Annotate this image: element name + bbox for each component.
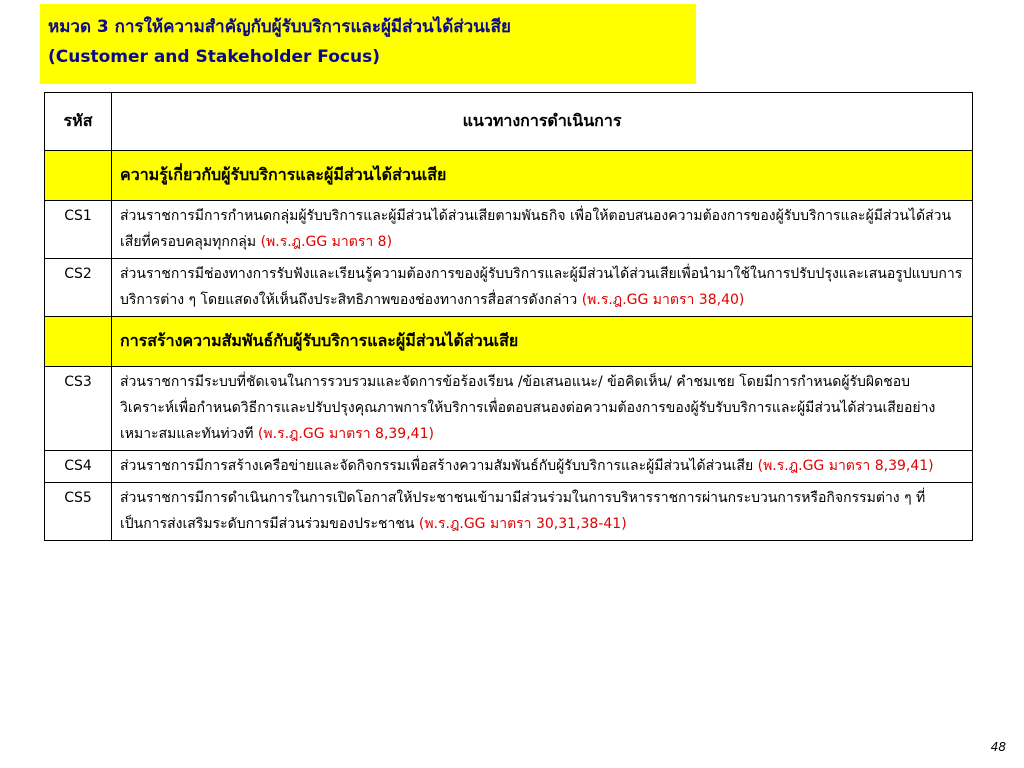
table-row [45, 259, 973, 317]
table-row [45, 483, 973, 541]
table-header-row [45, 93, 973, 151]
row-code: CS1 [45, 201, 112, 259]
row-code: CS2 [45, 259, 112, 317]
row-description [112, 367, 973, 451]
row-text: ส่วนราชการมีช่องทางการรับฟังและเรียนรู้ความต้องการของผู้รับบริการและผู้มีส่วนได้ส่วนเสียเพื่อนำมาใช้ในการปรับปรุงและเสนอรูปแบบการบริการต่าง ๆ โดยแสดงให้เห็นถึงประสิทธิภาพของช่องทางการสื่อสารดังกล่าว [120, 266, 963, 308]
row-reference: (พ.ร.ฎ.GG มาตรา 8) [260, 234, 393, 250]
table-row [45, 201, 973, 259]
section-title-line1: หมวด 3 การให้ความสำคัญกับผู้รับบริการและผู้มีส่วนได้ส่วนเสีย [48, 17, 511, 37]
row-reference: (พ.ร.ฎ.GG มาตรา 30,31,38-41) [418, 516, 627, 532]
page-number: 48 [990, 740, 1006, 754]
section-title: ความรู้เกี่ยวกับผู้รับบริการและผู้มีส่วนได้ส่วนเสีย [112, 151, 973, 201]
header-description: แนวทางการดำเนินการ [112, 93, 973, 151]
section-row [45, 317, 973, 367]
section-code-cell [45, 151, 112, 201]
header-code: รหัส [45, 93, 112, 151]
table-row [45, 367, 973, 451]
section-row [45, 151, 973, 201]
row-description [112, 201, 973, 259]
section-title-line2: (Customer and Stakeholder Focus) [48, 47, 380, 67]
section-title-box [40, 4, 696, 84]
guidelines-table [44, 92, 973, 541]
row-reference: (พ.ร.ฎ.GG มาตรา 8,39,41) [757, 458, 934, 474]
row-code: CS3 [45, 367, 112, 451]
table-row [45, 451, 973, 483]
row-description [112, 483, 973, 541]
row-code: CS4 [45, 451, 112, 483]
section-code-cell [45, 317, 112, 367]
row-code: CS5 [45, 483, 112, 541]
row-text: ส่วนราชการมีระบบที่ชัดเจนในการรวบรวมและจัดการข้อร้องเรียน /ข้อเสนอแนะ/ ข้อคิดเห็น/ คำชมเชย โดยมีการกำหนดผู้รับผิดชอบ วิเคราะห์เพื่อกำหนดวิธีการและปรับปรุงคุณภาพการให้บริการเพื่อตอบสนองต่อความต้องการของผู้รับรับบริการและผู้มีส่วนได้ส่วนเสียอย่างเหมาะสมและทันท่วงที [120, 374, 936, 442]
section-title: การสร้างความสัมพันธ์กับผู้รับบริการและผู้มีส่วนได้ส่วนเสีย [112, 317, 973, 367]
row-text: ส่วนราชการมีการดำเนินการในการเปิดโอกาสให้ประชาชนเข้ามามีส่วนร่วมในการบริหารราชการผ่านกระบวนการหรือกิจกรรมต่าง ๆ ที่เป็นการส่งเสริมระดับการมีส่วนร่วมของประชาชน [120, 490, 926, 532]
row-description [112, 259, 973, 317]
row-reference: (พ.ร.ฎ.GG มาตรา 8,39,41) [257, 426, 434, 442]
row-text: ส่วนราชการมีการสร้างเครือข่ายและจัดกิจกรรมเพื่อสร้างความสัมพันธ์กับผู้รับบริการและผู้มีส่วนได้ส่วนเสีย [120, 458, 758, 474]
row-text: ส่วนราชการมีการกำหนดกลุ่มผู้รับบริการและผู้มีส่วนได้ส่วนเสียตามพันธกิจ เพื่อให้ตอบสนองความต้องการของผู้รับบริการและผู้มีส่วนได้ส่วนเสียที่ครอบคลุมทุกกลุ่ม [120, 208, 952, 250]
row-reference: (พ.ร.ฎ.GG มาตรา 38,40) [581, 292, 745, 308]
row-description [112, 451, 973, 483]
